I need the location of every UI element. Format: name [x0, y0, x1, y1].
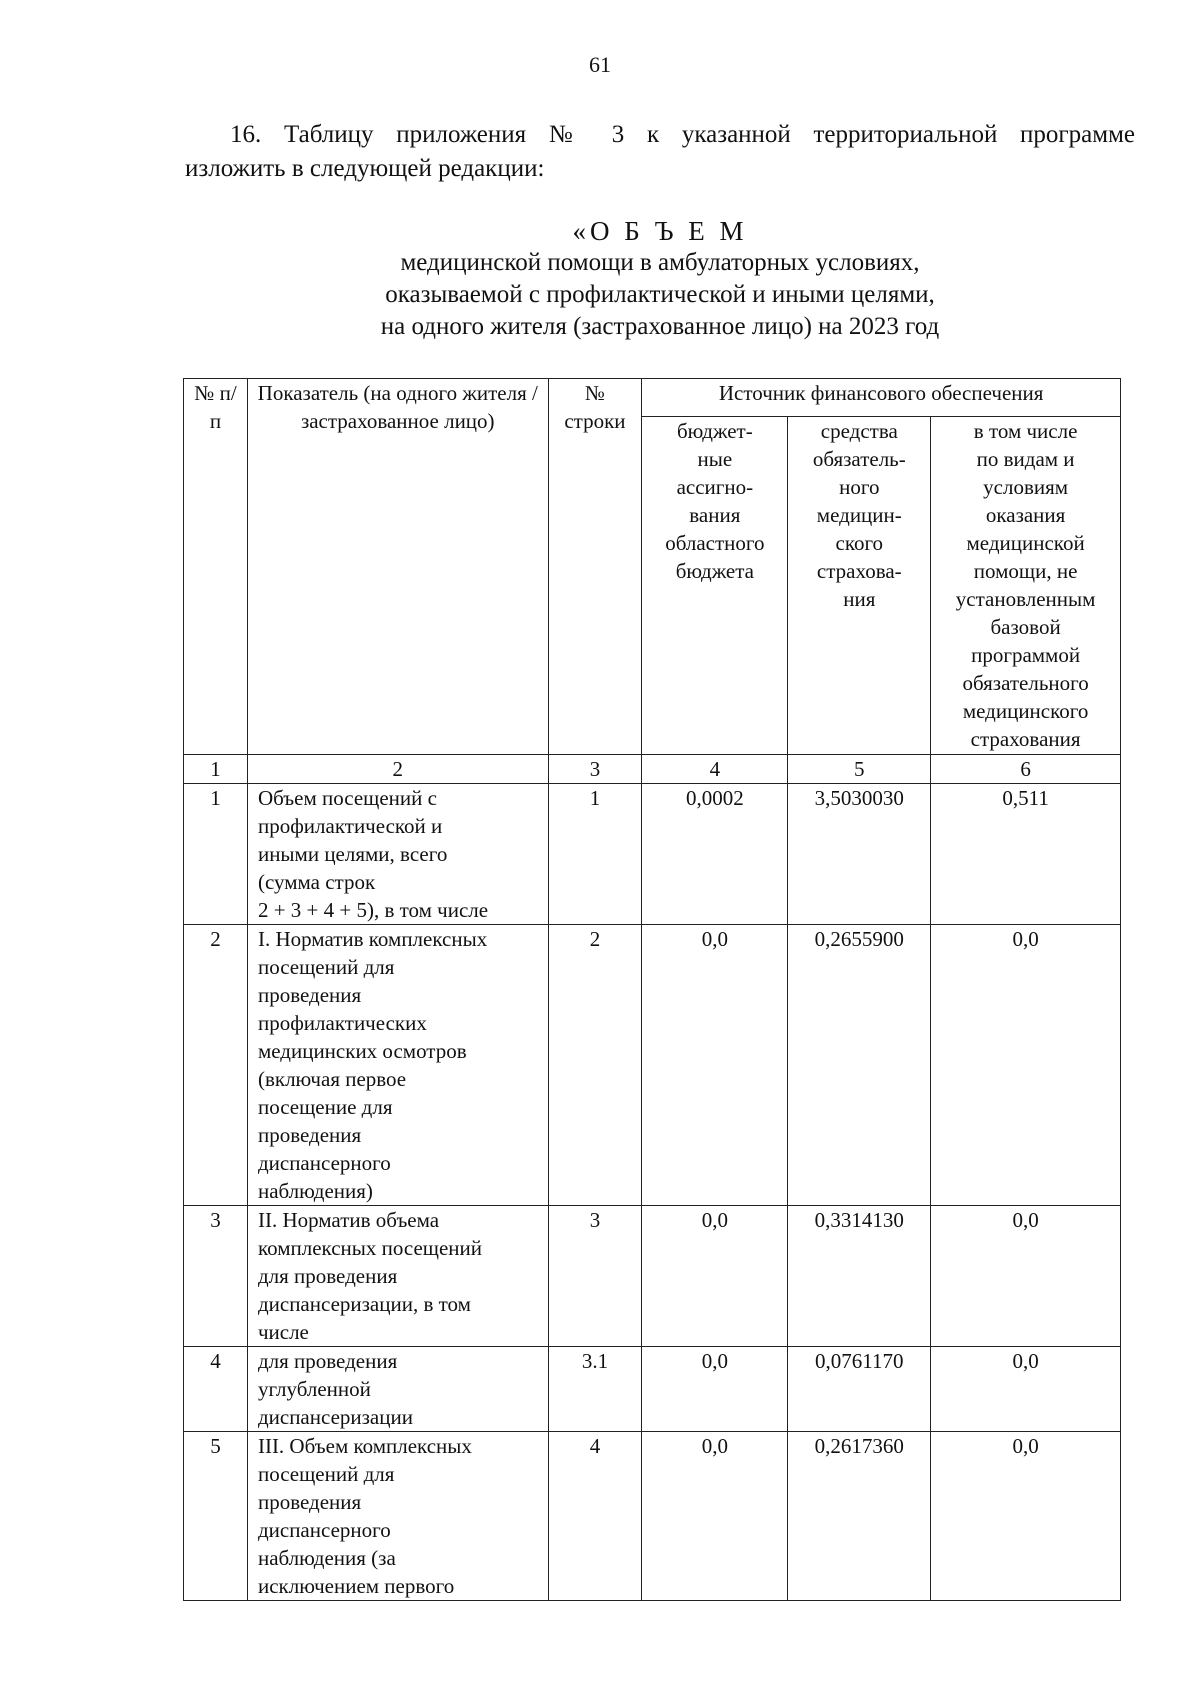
indicator-text-line: иными целями, всего: [257, 842, 448, 866]
header-text-line: оказания: [985, 503, 1066, 527]
header-text-line: базовой: [990, 615, 1061, 639]
indicator-text-line: проведения: [257, 983, 362, 1007]
header-text-line: обязатель-: [812, 447, 906, 471]
volume-table: [183, 378, 1121, 1601]
indicator-cell: [247, 1347, 548, 1432]
row-number-cell: 1: [184, 784, 248, 925]
header-text-line: бюджет-: [677, 419, 753, 443]
indicator-text-line: Объем посещений с: [257, 786, 437, 810]
row-number-cell: 5: [184, 1432, 248, 1601]
budget-value-cell: 0,0: [642, 1432, 788, 1601]
indicator-text-line: для проведения: [257, 1264, 398, 1288]
header-funding-source: Источник финансового обеспечения: [642, 379, 1121, 417]
intro-line-2: изложить в следующей редакции:: [185, 155, 545, 182]
indicator-text-line: диспансеризации, в том: [257, 1292, 471, 1316]
budget-value-cell: 0,0: [642, 1206, 788, 1347]
budget-value-cell: 0,0: [642, 1347, 788, 1432]
row-number-cell: 2: [184, 925, 248, 1206]
header-text-line: ассигно-: [676, 475, 754, 499]
intro-paragraph: [185, 118, 1135, 186]
header-text-line: ского: [835, 531, 884, 555]
indicator-cell: [247, 1432, 548, 1601]
budget-value-cell: 0,0002: [642, 784, 788, 925]
title-line-2: медицинской помощи в амбулаторных условиях,: [400, 249, 920, 276]
header-indicator: Показатель (на одного жителя / застрахованное лицо): [247, 379, 548, 755]
other-value-cell: 0,0: [931, 925, 1121, 1206]
table-row: [184, 925, 1121, 1206]
line-number-cell: 4: [548, 1432, 642, 1601]
indicator-text-line: II. Норматив объема: [257, 1208, 440, 1232]
header-text-line: средства: [820, 419, 898, 443]
indicator-text-line: посещений для: [257, 1462, 395, 1486]
indicator-text-line: углубленной: [257, 1377, 371, 1401]
column-number: 5: [788, 755, 931, 784]
table-body: [184, 784, 1121, 1601]
indicator-text-line: наблюдения): [257, 1179, 373, 1203]
indicator-text-line: (сумма строк: [257, 870, 376, 894]
line-number-cell: 3.1: [548, 1347, 642, 1432]
other-value-cell: 0,0: [931, 1206, 1121, 1347]
indicator-text-line: 2 + 3 + 4 + 5), в том числе: [257, 898, 489, 922]
header-text-line: ния: [843, 587, 876, 611]
header-text-line: областного: [665, 531, 765, 555]
intro-line-1: 16. Таблицу приложения № 3 к указанной территориальной программе: [230, 121, 1135, 148]
header-line-number: № строки: [548, 379, 642, 755]
table-row: [184, 1347, 1121, 1432]
budget-value-cell: 0,0: [642, 925, 788, 1206]
indicator-cell: [247, 925, 548, 1206]
oms-value-cell: 0,2617360: [788, 1432, 931, 1601]
table-row: [184, 784, 1121, 925]
header-text-line: ные: [697, 447, 733, 471]
indicator-text-line: профилактической и: [257, 814, 443, 838]
indicator-text-line: III. Объем комплексных: [257, 1434, 472, 1458]
indicator-text-line: диспансерного: [257, 1151, 391, 1175]
header-regional-budget: [642, 417, 788, 755]
other-value-cell: 0,511: [931, 784, 1121, 925]
line-number-cell: 1: [548, 784, 642, 925]
table-row: [184, 1206, 1121, 1347]
indicator-text-line: профилактических: [257, 1011, 427, 1035]
title-line-3: оказываемой с профилактической и иными целями,: [385, 281, 935, 308]
column-number: 4: [642, 755, 788, 784]
header-text-line: обязательного: [962, 671, 1089, 695]
header-text-line: страхова-: [816, 559, 902, 583]
row-number-cell: 4: [184, 1347, 248, 1432]
indicator-text-line: посещений для: [257, 955, 395, 979]
indicator-text-line: диспансерного: [257, 1518, 391, 1542]
header-text-line: по видам и: [976, 447, 1075, 471]
indicator-text-line: I. Норматив комплексных: [257, 927, 488, 951]
row-number-cell: 3: [184, 1206, 248, 1347]
header-row-number: № п/п: [184, 379, 248, 755]
title-line-1: «О Б Ъ Е М: [572, 216, 748, 246]
column-number: 2: [247, 755, 548, 784]
indicator-text-line: комплексных посещений: [257, 1236, 482, 1260]
indicator-text-line: проведения: [257, 1123, 362, 1147]
line-number-cell: 3: [548, 1206, 642, 1347]
header-text-line: вания: [689, 503, 741, 527]
indicator-cell: [247, 1206, 548, 1347]
indicator-text-line: числе: [257, 1320, 309, 1344]
indicator-text-line: диспансеризации: [257, 1405, 413, 1429]
header-text-line: бюджета: [675, 559, 755, 583]
header-text-line: медицинского: [962, 699, 1089, 723]
column-number: 6: [931, 755, 1121, 784]
other-value-cell: 0,0: [931, 1347, 1121, 1432]
header-text-line: страхования: [970, 727, 1081, 751]
indicator-text-line: медицинских осмотров: [257, 1039, 467, 1063]
column-number-row: [184, 755, 1121, 784]
table-title: [280, 215, 1040, 343]
column-number: 3: [548, 755, 642, 784]
indicator-text-line: посещение для: [257, 1095, 393, 1119]
oms-value-cell: 3,5030030: [788, 784, 931, 925]
other-value-cell: 0,0: [931, 1432, 1121, 1601]
indicator-cell: [247, 784, 548, 925]
page-number: 61: [589, 52, 611, 77]
column-number: 1: [184, 755, 248, 784]
indicator-text-line: для проведения: [257, 1349, 398, 1373]
header-oms-funds: [788, 417, 931, 755]
header-text-line: программой: [971, 643, 1081, 667]
table-row: [184, 1432, 1121, 1601]
header-text-line: условиям: [983, 475, 1069, 499]
header-text-line: в том числе: [973, 419, 1078, 443]
oms-value-cell: 0,0761170: [788, 1347, 931, 1432]
header-text-line: медицин-: [816, 503, 902, 527]
indicator-text-line: (включая первое: [257, 1067, 407, 1091]
header-text-line: ного: [839, 475, 880, 499]
header-text-line: медицинской: [966, 531, 1085, 555]
indicator-text-line: наблюдения (за: [257, 1546, 396, 1570]
oms-value-cell: 0,2655900: [788, 925, 931, 1206]
line-number-cell: 2: [548, 925, 642, 1206]
header-text-line: установленным: [955, 587, 1096, 611]
indicator-text-line: исключением первого: [257, 1574, 455, 1598]
oms-value-cell: 0,3314130: [788, 1206, 931, 1347]
header-text-line: помощи, не: [973, 559, 1078, 583]
header-other-types: [931, 417, 1121, 755]
title-line-4: на одного жителя (застрахованное лицо) на 2023 год: [380, 313, 940, 340]
indicator-text-line: проведения: [257, 1490, 362, 1514]
